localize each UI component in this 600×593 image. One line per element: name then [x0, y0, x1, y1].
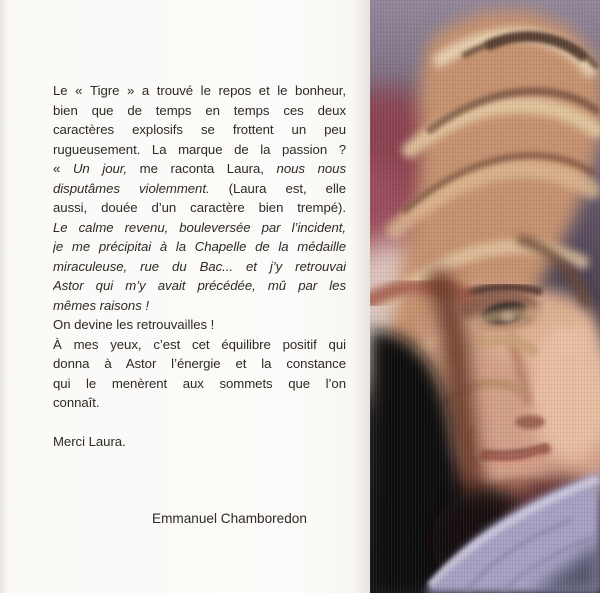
text-line: disputâmes violemment. (Laura est, elle — [53, 180, 346, 196]
text-line: connaît. — [53, 395, 100, 410]
text-lines — [53, 81, 346, 413]
text-line: aussi, douée d’un caractère bien trempé). — [53, 200, 346, 215]
text-line: Le calme revenu, bouleversée par l’incident, — [53, 219, 346, 235]
text-line: miraculeuse, rue du Bac... et j’y retrouvai — [53, 258, 346, 274]
text-line: « Un jour, me raconta Laura, nous nous — [53, 161, 346, 176]
text-line: qui le menèrent aux sommets que l’on — [53, 375, 346, 391]
text-block — [53, 81, 346, 452]
text-line: Astor qui m’y avait précédée, mû par les — [53, 278, 346, 293]
text-line: donna à Astor l’énergie et la constance — [53, 356, 346, 371]
gutter-shadow — [352, 0, 370, 593]
text-line: Le « Tigre » a trouvé le repos et le bonheur, — [53, 83, 346, 98]
nostril-shadow — [515, 415, 545, 429]
text-line: je me précipitai à la Chapelle de la médaille — [53, 239, 346, 254]
text-line: On devine les retrouvailles ! — [53, 317, 215, 332]
closing-line: Merci Laura. — [53, 434, 126, 449]
text-line: mêmes raisons ! — [53, 297, 149, 313]
signature: Emmanuel Chamboredon — [152, 511, 307, 526]
text-line: caractères explosifs se frottent un peu — [53, 122, 346, 137]
page-left-edge-shade — [0, 0, 8, 593]
text-line: rugueusement. La marque de la passion ? — [53, 141, 346, 157]
text-line: bien que de temps en temps ces deux — [53, 102, 346, 118]
woman-portrait-illustration — [370, 0, 600, 593]
portrait-photo — [370, 0, 600, 593]
text-line: À mes yeux, c’est cet équilibre positif qui — [53, 336, 346, 352]
